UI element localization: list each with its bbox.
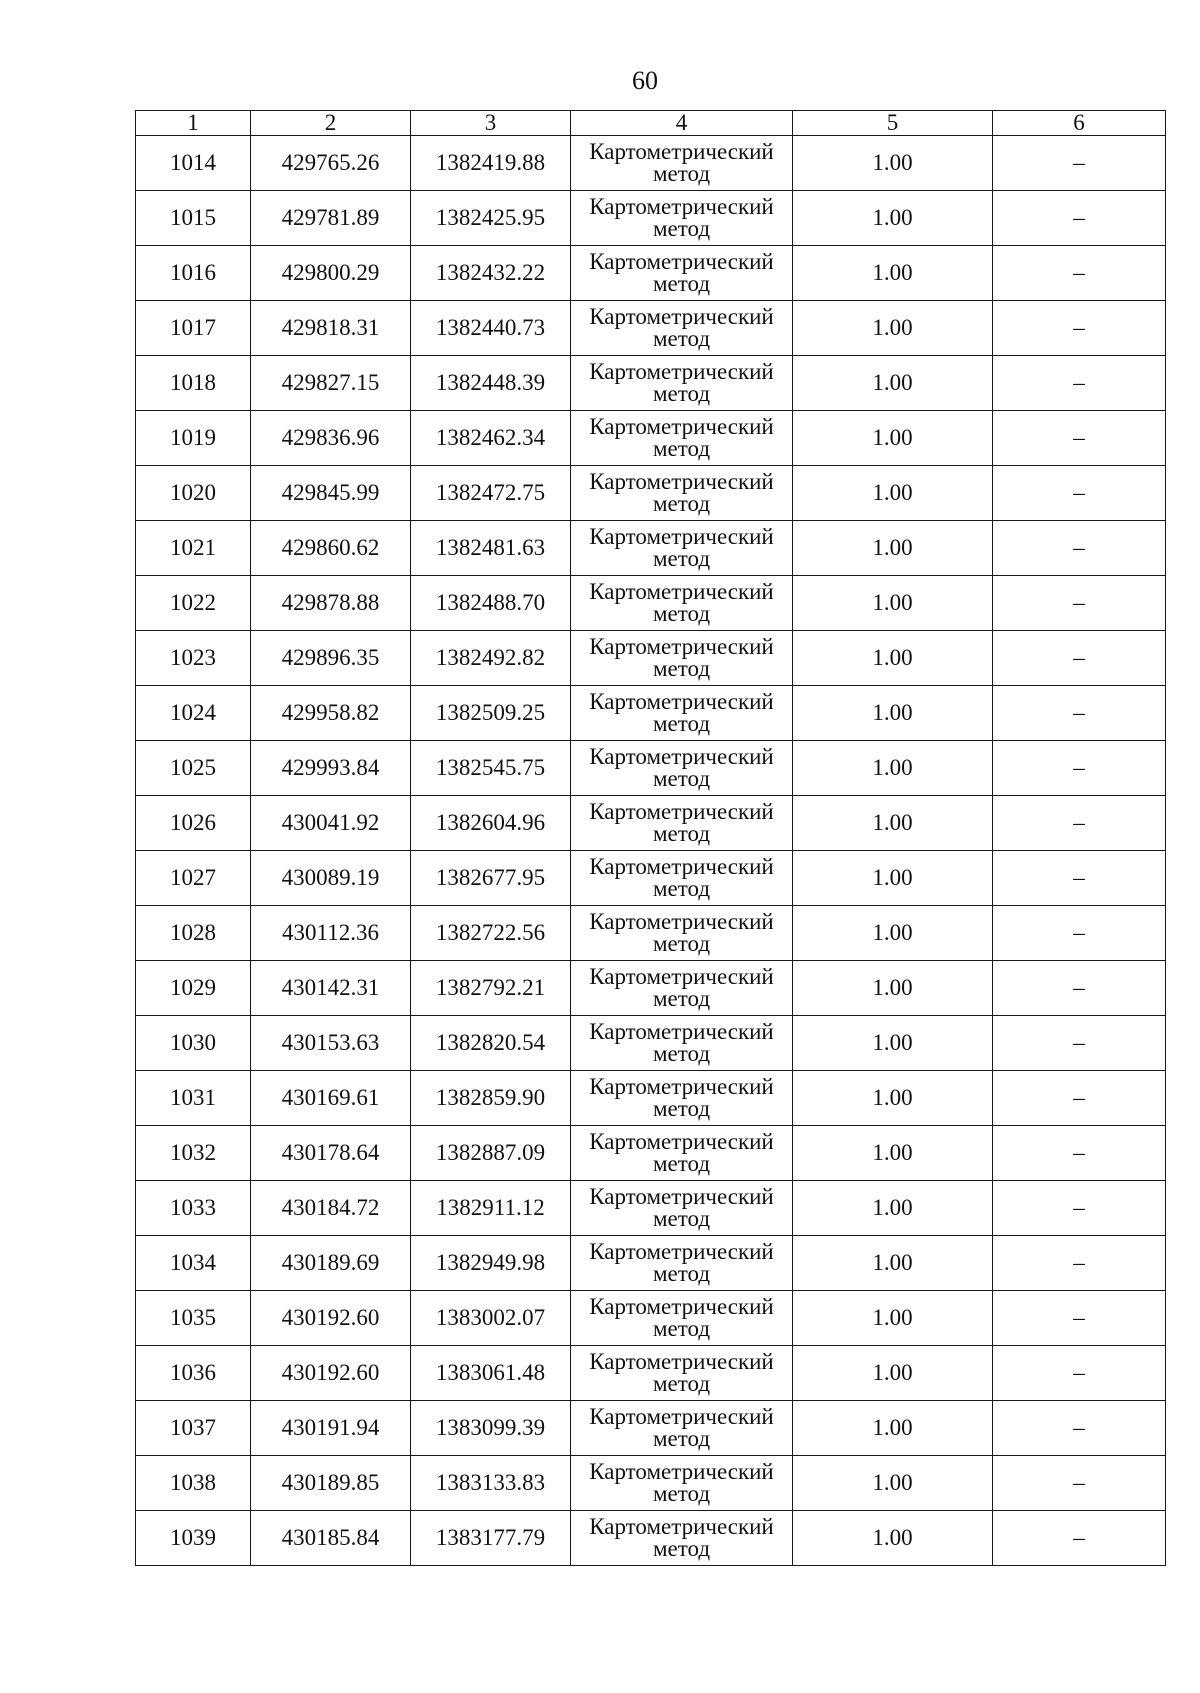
method-cell: [571, 1181, 793, 1236]
accuracy-cell: 1.00: [793, 136, 993, 191]
x-coordinate-cell: 430192.60: [251, 1291, 411, 1346]
method-label-line1: Картометрический: [589, 744, 774, 769]
table-row: [136, 1236, 1166, 1291]
table-row: [136, 741, 1166, 796]
accuracy-cell: 1.00: [793, 521, 993, 576]
method-label-line1: Картометрический: [589, 359, 774, 384]
table-row: [136, 1291, 1166, 1346]
method-label-line2: метод: [652, 216, 711, 241]
table-row: [136, 246, 1166, 301]
x-coordinate-cell: 429836.96: [251, 411, 411, 466]
x-coordinate-cell: 429896.35: [251, 631, 411, 686]
point-number-cell: 1033: [136, 1181, 251, 1236]
point-number-cell: 1038: [136, 1456, 251, 1511]
accuracy-cell: 1.00: [793, 246, 993, 301]
accuracy-cell: 1.00: [793, 191, 993, 246]
y-coordinate-cell: 1383177.79: [411, 1511, 571, 1566]
note-cell: –: [993, 356, 1166, 411]
x-coordinate-cell: 429818.31: [251, 301, 411, 356]
method-label-line2: метод: [652, 986, 711, 1011]
column-header: 3: [411, 111, 571, 136]
method-cell: [571, 136, 793, 191]
x-coordinate-cell: 430169.61: [251, 1071, 411, 1126]
accuracy-cell: 1.00: [793, 1016, 993, 1071]
point-number-cell: 1031: [136, 1071, 251, 1126]
x-coordinate-cell: 429827.15: [251, 356, 411, 411]
y-coordinate-cell: 1383099.39: [411, 1401, 571, 1456]
y-coordinate-cell: 1383061.48: [411, 1346, 571, 1401]
method-cell: [571, 356, 793, 411]
method-cell: [571, 466, 793, 521]
method-cell: [571, 686, 793, 741]
method-label-line1: Картометрический: [589, 909, 774, 934]
method-label-line2: метод: [652, 436, 711, 461]
point-number-cell: 1022: [136, 576, 251, 631]
accuracy-cell: 1.00: [793, 1181, 993, 1236]
x-coordinate-cell: 430112.36: [251, 906, 411, 961]
method-cell: [571, 411, 793, 466]
page-number: 60: [632, 66, 658, 95]
accuracy-cell: 1.00: [793, 906, 993, 961]
method-label-line2: метод: [652, 546, 711, 571]
method-label-line2: метод: [652, 1316, 711, 1341]
method-cell: [571, 1071, 793, 1126]
y-coordinate-cell: 1382722.56: [411, 906, 571, 961]
point-number-cell: 1020: [136, 466, 251, 521]
x-coordinate-cell: 430192.60: [251, 1346, 411, 1401]
y-coordinate-cell: 1382462.34: [411, 411, 571, 466]
point-number-cell: 1026: [136, 796, 251, 851]
y-coordinate-cell: 1382820.54: [411, 1016, 571, 1071]
header-row: [136, 111, 1166, 136]
method-label-line2: метод: [652, 1536, 711, 1561]
y-coordinate-cell: 1383133.83: [411, 1456, 571, 1511]
method-label-line1: Картометрический: [589, 1184, 774, 1209]
note-cell: –: [993, 1456, 1166, 1511]
accuracy-cell: 1.00: [793, 1291, 993, 1346]
y-coordinate-cell: 1382488.70: [411, 576, 571, 631]
accuracy-cell: 1.00: [793, 1346, 993, 1401]
note-cell: –: [993, 1236, 1166, 1291]
method-label-line2: метод: [652, 271, 711, 296]
table-row: [136, 1181, 1166, 1236]
method-label-line2: метод: [652, 1261, 711, 1286]
note-cell: –: [993, 1346, 1166, 1401]
point-number-cell: 1019: [136, 411, 251, 466]
accuracy-cell: 1.00: [793, 356, 993, 411]
method-cell: [571, 1346, 793, 1401]
column-header: 2: [251, 111, 411, 136]
point-number-cell: 1028: [136, 906, 251, 961]
method-cell: [571, 1401, 793, 1456]
method-label-line2: метод: [652, 766, 711, 791]
table-row: [136, 301, 1166, 356]
note-cell: –: [993, 631, 1166, 686]
x-coordinate-cell: 429800.29: [251, 246, 411, 301]
point-number-cell: 1017: [136, 301, 251, 356]
x-coordinate-cell: 429993.84: [251, 741, 411, 796]
y-coordinate-cell: 1382419.88: [411, 136, 571, 191]
table-row: [136, 1016, 1166, 1071]
method-label-line2: метод: [652, 1041, 711, 1066]
accuracy-cell: 1.00: [793, 686, 993, 741]
point-number-cell: 1030: [136, 1016, 251, 1071]
method-cell: [571, 1016, 793, 1071]
table-row: [136, 411, 1166, 466]
x-coordinate-cell: 429845.99: [251, 466, 411, 521]
x-coordinate-cell: 430184.72: [251, 1181, 411, 1236]
method-cell: [571, 576, 793, 631]
table-row: [136, 796, 1166, 851]
method-cell: [571, 631, 793, 686]
note-cell: –: [993, 1126, 1166, 1181]
table-row: [136, 136, 1166, 191]
x-coordinate-cell: 430178.64: [251, 1126, 411, 1181]
method-label-line2: метод: [652, 1481, 711, 1506]
accuracy-cell: 1.00: [793, 1456, 993, 1511]
point-number-cell: 1015: [136, 191, 251, 246]
method-label-line2: метод: [652, 931, 711, 956]
note-cell: –: [993, 1181, 1166, 1236]
method-cell: [571, 1511, 793, 1566]
method-cell: [571, 1236, 793, 1291]
x-coordinate-cell: 430089.19: [251, 851, 411, 906]
table-row: [136, 191, 1166, 246]
method-label-line1: Картометрический: [589, 524, 774, 549]
column-header: 1: [136, 111, 251, 136]
note-cell: –: [993, 1291, 1166, 1346]
note-cell: –: [993, 796, 1166, 851]
note-cell: –: [993, 1511, 1166, 1566]
accuracy-cell: 1.00: [793, 1236, 993, 1291]
note-cell: –: [993, 1401, 1166, 1456]
y-coordinate-cell: 1382472.75: [411, 466, 571, 521]
method-label-line1: Картометрический: [589, 1129, 774, 1154]
method-label-line1: Картометрический: [589, 1019, 774, 1044]
point-number-cell: 1021: [136, 521, 251, 576]
x-coordinate-cell: 429765.26: [251, 136, 411, 191]
y-coordinate-cell: 1383002.07: [411, 1291, 571, 1346]
method-label-line1: Картометрический: [589, 799, 774, 824]
accuracy-cell: 1.00: [793, 466, 993, 521]
accuracy-cell: 1.00: [793, 851, 993, 906]
table-row: [136, 1071, 1166, 1126]
point-number-cell: 1018: [136, 356, 251, 411]
accuracy-cell: 1.00: [793, 631, 993, 686]
note-cell: –: [993, 246, 1166, 301]
x-coordinate-cell: 430185.84: [251, 1511, 411, 1566]
point-number-cell: 1029: [136, 961, 251, 1016]
note-cell: –: [993, 906, 1166, 961]
y-coordinate-cell: 1382448.39: [411, 356, 571, 411]
table-row: [136, 631, 1166, 686]
note-cell: –: [993, 411, 1166, 466]
method-label-line2: метод: [652, 601, 711, 626]
column-header: 6: [993, 111, 1166, 136]
method-cell: [571, 906, 793, 961]
x-coordinate-cell: 430142.31: [251, 961, 411, 1016]
table-row: [136, 521, 1166, 576]
method-label-line1: Картометрический: [589, 854, 774, 879]
method-cell: [571, 1126, 793, 1181]
x-coordinate-cell: 429860.62: [251, 521, 411, 576]
method-label-line2: метод: [652, 161, 711, 186]
method-label-line1: Картометрический: [589, 964, 774, 989]
x-coordinate-cell: 430191.94: [251, 1401, 411, 1456]
table-row: [136, 1346, 1166, 1401]
method-cell: [571, 1291, 793, 1346]
y-coordinate-cell: 1382949.98: [411, 1236, 571, 1291]
table-row: [136, 1511, 1166, 1566]
y-coordinate-cell: 1382887.09: [411, 1126, 571, 1181]
note-cell: –: [993, 851, 1166, 906]
accuracy-cell: 1.00: [793, 741, 993, 796]
method-label-line2: метод: [652, 381, 711, 406]
y-coordinate-cell: 1382677.95: [411, 851, 571, 906]
y-coordinate-cell: 1382481.63: [411, 521, 571, 576]
accuracy-cell: 1.00: [793, 961, 993, 1016]
method-label-line2: метод: [652, 1206, 711, 1231]
x-coordinate-cell: 430189.69: [251, 1236, 411, 1291]
method-label-line1: Картометрический: [589, 1074, 774, 1099]
column-header: 4: [571, 111, 793, 136]
point-number-cell: 1025: [136, 741, 251, 796]
method-label-line1: Картометрический: [589, 1404, 774, 1429]
method-label-line1: Картометрический: [589, 1294, 774, 1319]
table-body: [136, 111, 1166, 1566]
method-cell: [571, 741, 793, 796]
accuracy-cell: 1.00: [793, 1401, 993, 1456]
y-coordinate-cell: 1382432.22: [411, 246, 571, 301]
table-row: [136, 851, 1166, 906]
accuracy-cell: 1.00: [793, 1511, 993, 1566]
method-label-line1: Картометрический: [589, 249, 774, 274]
x-coordinate-cell: 429958.82: [251, 686, 411, 741]
method-label-line2: метод: [652, 491, 711, 516]
method-label-line2: метод: [652, 656, 711, 681]
point-number-cell: 1032: [136, 1126, 251, 1181]
note-cell: –: [993, 301, 1166, 356]
method-label-line2: метод: [652, 1096, 711, 1121]
coordinates-table: [135, 110, 1166, 1566]
table-row: [136, 1456, 1166, 1511]
accuracy-cell: 1.00: [793, 411, 993, 466]
point-number-cell: 1023: [136, 631, 251, 686]
y-coordinate-cell: 1382545.75: [411, 741, 571, 796]
x-coordinate-cell: 430041.92: [251, 796, 411, 851]
table-row: [136, 961, 1166, 1016]
y-coordinate-cell: 1382604.96: [411, 796, 571, 851]
y-coordinate-cell: 1382792.21: [411, 961, 571, 1016]
method-label-line2: метод: [652, 1426, 711, 1451]
accuracy-cell: 1.00: [793, 796, 993, 851]
point-number-cell: 1024: [136, 686, 251, 741]
point-number-cell: 1039: [136, 1511, 251, 1566]
accuracy-cell: 1.00: [793, 1071, 993, 1126]
point-number-cell: 1027: [136, 851, 251, 906]
method-cell: [571, 191, 793, 246]
note-cell: –: [993, 136, 1166, 191]
method-label-line1: Картометрический: [589, 1514, 774, 1539]
note-cell: –: [993, 1071, 1166, 1126]
note-cell: –: [993, 576, 1166, 631]
point-number-cell: 1036: [136, 1346, 251, 1401]
method-label-line1: Картометрический: [589, 634, 774, 659]
note-cell: –: [993, 741, 1166, 796]
method-label-line2: метод: [652, 821, 711, 846]
table-row: [136, 356, 1166, 411]
table-row: [136, 1401, 1166, 1456]
method-cell: [571, 1456, 793, 1511]
method-label-line1: Картометрический: [589, 689, 774, 714]
method-label-line1: Картометрический: [589, 579, 774, 604]
x-coordinate-cell: 429878.88: [251, 576, 411, 631]
table-row: [136, 466, 1166, 521]
x-coordinate-cell: 429781.89: [251, 191, 411, 246]
table-row: [136, 1126, 1166, 1181]
table-row: [136, 906, 1166, 961]
method-label-line1: Картометрический: [589, 1459, 774, 1484]
method-label-line1: Картометрический: [589, 139, 774, 164]
table-row: [136, 576, 1166, 631]
y-coordinate-cell: 1382911.12: [411, 1181, 571, 1236]
method-label-line1: Картометрический: [589, 194, 774, 219]
point-number-cell: 1035: [136, 1291, 251, 1346]
point-number-cell: 1014: [136, 136, 251, 191]
method-label-line1: Картометрический: [589, 414, 774, 439]
accuracy-cell: 1.00: [793, 576, 993, 631]
y-coordinate-cell: 1382492.82: [411, 631, 571, 686]
accuracy-cell: 1.00: [793, 1126, 993, 1181]
method-cell: [571, 961, 793, 1016]
note-cell: –: [993, 191, 1166, 246]
method-label-line1: Картометрический: [589, 304, 774, 329]
method-label-line2: метод: [652, 326, 711, 351]
method-cell: [571, 301, 793, 356]
point-number-cell: 1037: [136, 1401, 251, 1456]
note-cell: –: [993, 686, 1166, 741]
point-number-cell: 1016: [136, 246, 251, 301]
y-coordinate-cell: 1382859.90: [411, 1071, 571, 1126]
note-cell: –: [993, 961, 1166, 1016]
method-cell: [571, 796, 793, 851]
y-coordinate-cell: 1382509.25: [411, 686, 571, 741]
method-cell: [571, 521, 793, 576]
method-label-line1: Картометрический: [589, 1239, 774, 1264]
note-cell: –: [993, 466, 1166, 521]
x-coordinate-cell: 430153.63: [251, 1016, 411, 1071]
method-cell: [571, 246, 793, 301]
note-cell: –: [993, 521, 1166, 576]
accuracy-cell: 1.00: [793, 301, 993, 356]
method-cell: [571, 851, 793, 906]
note-cell: –: [993, 1016, 1166, 1071]
y-coordinate-cell: 1382425.95: [411, 191, 571, 246]
method-label-line2: метод: [652, 876, 711, 901]
method-label-line1: Картометрический: [589, 469, 774, 494]
x-coordinate-cell: 430189.85: [251, 1456, 411, 1511]
y-coordinate-cell: 1382440.73: [411, 301, 571, 356]
point-number-cell: 1034: [136, 1236, 251, 1291]
table-row: [136, 686, 1166, 741]
column-header: 5: [793, 111, 993, 136]
method-label-line2: метод: [652, 1371, 711, 1396]
method-label-line2: метод: [652, 1151, 711, 1176]
method-label-line1: Картометрический: [589, 1349, 774, 1374]
method-label-line2: метод: [652, 711, 711, 736]
